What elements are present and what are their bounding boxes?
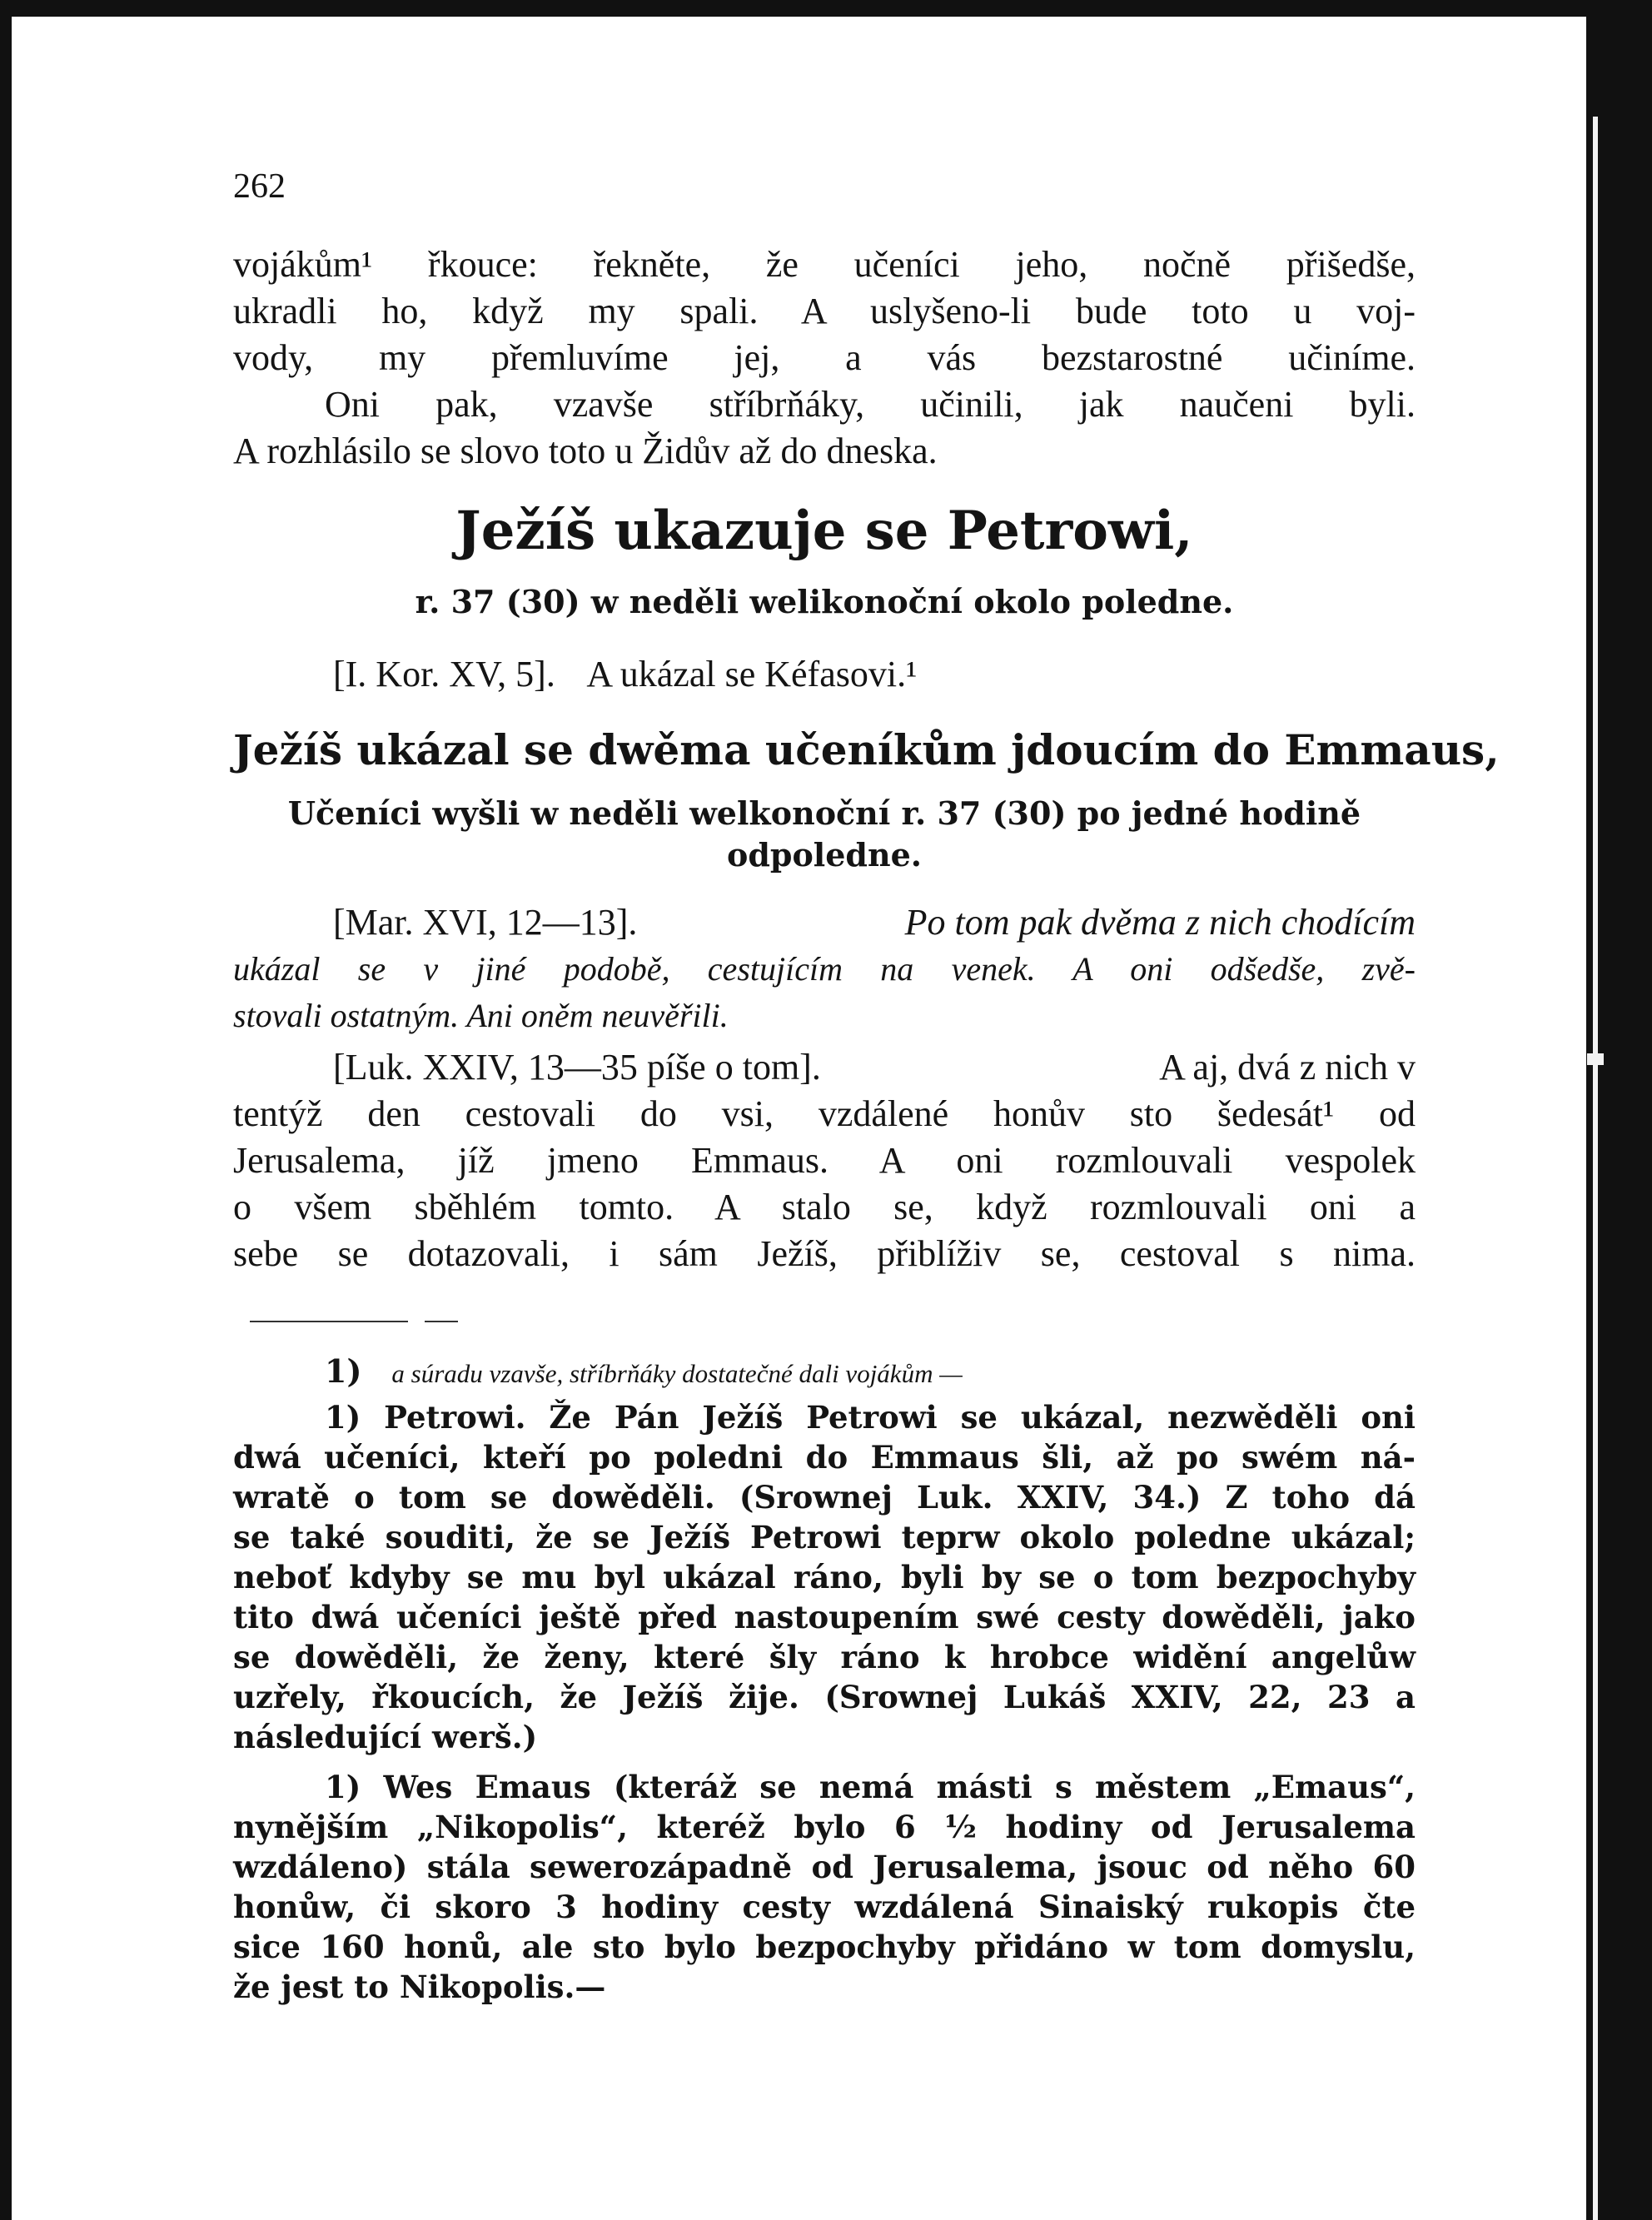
footnote-line: nynějším „Nikopolis“, kteréž bylo 6 ½ hodiny od Jerusalema bbox=[233, 1809, 1416, 1845]
scripture-reference: [Luk. XXIV, 13—35 píše o tom]. bbox=[333, 1047, 821, 1088]
text-line: vojákům¹ řkouce: řekněte, že učeníci jeho, nočně přišedše, bbox=[233, 244, 1416, 285]
footnote-line: sice 160 honů, ale sto bylo bezpochyby přidáno w tom domyslu, bbox=[233, 1929, 1416, 1965]
text-line: stovali ostatným. Ani oněm neuvěřili. bbox=[233, 997, 729, 1034]
footnote-line: že jest to Nikopolis.— bbox=[233, 1969, 606, 2005]
footnote bbox=[325, 1347, 963, 1394]
text-line bbox=[333, 899, 1416, 946]
footnote-line: se dowěděli, že ženy, které šly ráno k hrobce widění angelůw bbox=[233, 1639, 1416, 1675]
section-subheading: r. 37 (30) w neděli welikonoční okolo poledne. bbox=[415, 583, 1234, 620]
footnote-line: 1) Wes Emaus (kteráž se nemá másti s městem „Emaus“, bbox=[325, 1769, 1416, 1805]
footnote-text: a súradu vzavše, stříbrňáky dostatečné dali vojákům — bbox=[391, 1359, 963, 1388]
text-line: tentýž den cestovali do vsi, vzdálené honův sto šedesát¹ od bbox=[233, 1093, 1416, 1134]
scan-border-top bbox=[0, 0, 1652, 17]
footnote-line: dwá učeníci, kteří po poledni do Emmaus šli, až po swém ná- bbox=[233, 1439, 1416, 1476]
footnote-line: wzdáleno) stála sewerozápadně od Jerusalema, jsouc od něho 60 bbox=[233, 1849, 1416, 1885]
footnote-rule bbox=[250, 1321, 408, 1322]
page-number: 262 bbox=[233, 167, 286, 206]
text-line: ukradli ho, když my spali. A uslyšeno-li bude toto u voj- bbox=[233, 291, 1416, 331]
footnote-line: se také souditi, že se Ježíš Petrowi teprw okolo poledne ukázal; bbox=[233, 1519, 1416, 1555]
scan-border-left bbox=[0, 0, 12, 2220]
footnote-line: tito dwá učeníci ještě před nastoupením swé cesty dowěděli, jako bbox=[233, 1599, 1416, 1635]
text-line: o všem sběhlém tomto. A stalo se, když rozmlouvali oni a bbox=[233, 1187, 1416, 1227]
footnote-line: následující werš.) bbox=[233, 1719, 538, 1755]
footnote-rule bbox=[425, 1321, 458, 1322]
footnote-number: 1) bbox=[325, 1352, 362, 1390]
text-line: A rozhlásilo se slovo toto u Židův až do dneska. bbox=[233, 431, 938, 471]
footnote-line: uzřely, řkoucích, že Ježíš žije. (Srownej Lukáš XXIV, 22, 23 a bbox=[233, 1679, 1416, 1715]
scripture-text: Po tom pak dvěma z nich chodícím bbox=[904, 902, 1416, 943]
text-line: Oni pak, vzavše stříbrňáky, učinili, jak naučeni byli. bbox=[325, 384, 1416, 425]
scan-edge-line bbox=[1593, 117, 1598, 2220]
scripture-text: A ukázal se Kéfasovi.¹ bbox=[586, 654, 918, 694]
section-subheading: odpoledne. bbox=[726, 836, 923, 874]
text-line bbox=[333, 1044, 1416, 1091]
text-line: sebe se dotazovali, i sám Ježíš, přiblíživ se, cestoval s nima. bbox=[233, 1233, 1416, 1274]
section-heading: Ježíš ukázal se dwěma učeníkům jdoucím do Emmaus, bbox=[233, 725, 1500, 774]
text-line: Jerusalema, jíž jmeno Emmaus. A oni rozmlouvali vespolek bbox=[233, 1140, 1416, 1181]
scan-edge-mark bbox=[1587, 1053, 1604, 1065]
scripture-reference: [I. Kor. XV, 5]. bbox=[333, 654, 555, 694]
scripture-reference: [Mar. XVI, 12—13]. bbox=[333, 902, 638, 943]
text-line bbox=[333, 651, 917, 698]
footnote-line: neboť kdyby se mu byl ukázal ráno, byli by se o tom bezpochyby bbox=[233, 1559, 1416, 1595]
footnote-line: honůw, či skoro 3 hodiny cesty wzdálená Sinaiský rukopis čte bbox=[233, 1889, 1416, 1925]
footnote-line: 1) Petrowi. Že Pán Ježíš Petrowi se ukázal, nezwěděli oni bbox=[325, 1399, 1416, 1436]
scripture-text: A aj, dvá z nich v bbox=[1159, 1047, 1416, 1088]
text-line: vody, my přemluvíme jej, a vás bezstarostné učiníme. bbox=[233, 337, 1416, 378]
text-line: ukázal se v jiné podobě, cestujícím na venek. A oni odšedše, zvě- bbox=[233, 950, 1416, 988]
section-heading: Ježíš ukazuje se Petrowi, bbox=[455, 500, 1193, 562]
section-subheading: Učeníci wyšli w neděli welkonoční r. 37 (30) po jedné hodině bbox=[287, 794, 1361, 832]
footnote-line: wratě o tom se dowěděli. (Srownej Luk. XXIV, 34.) Z toho dá bbox=[233, 1479, 1416, 1516]
